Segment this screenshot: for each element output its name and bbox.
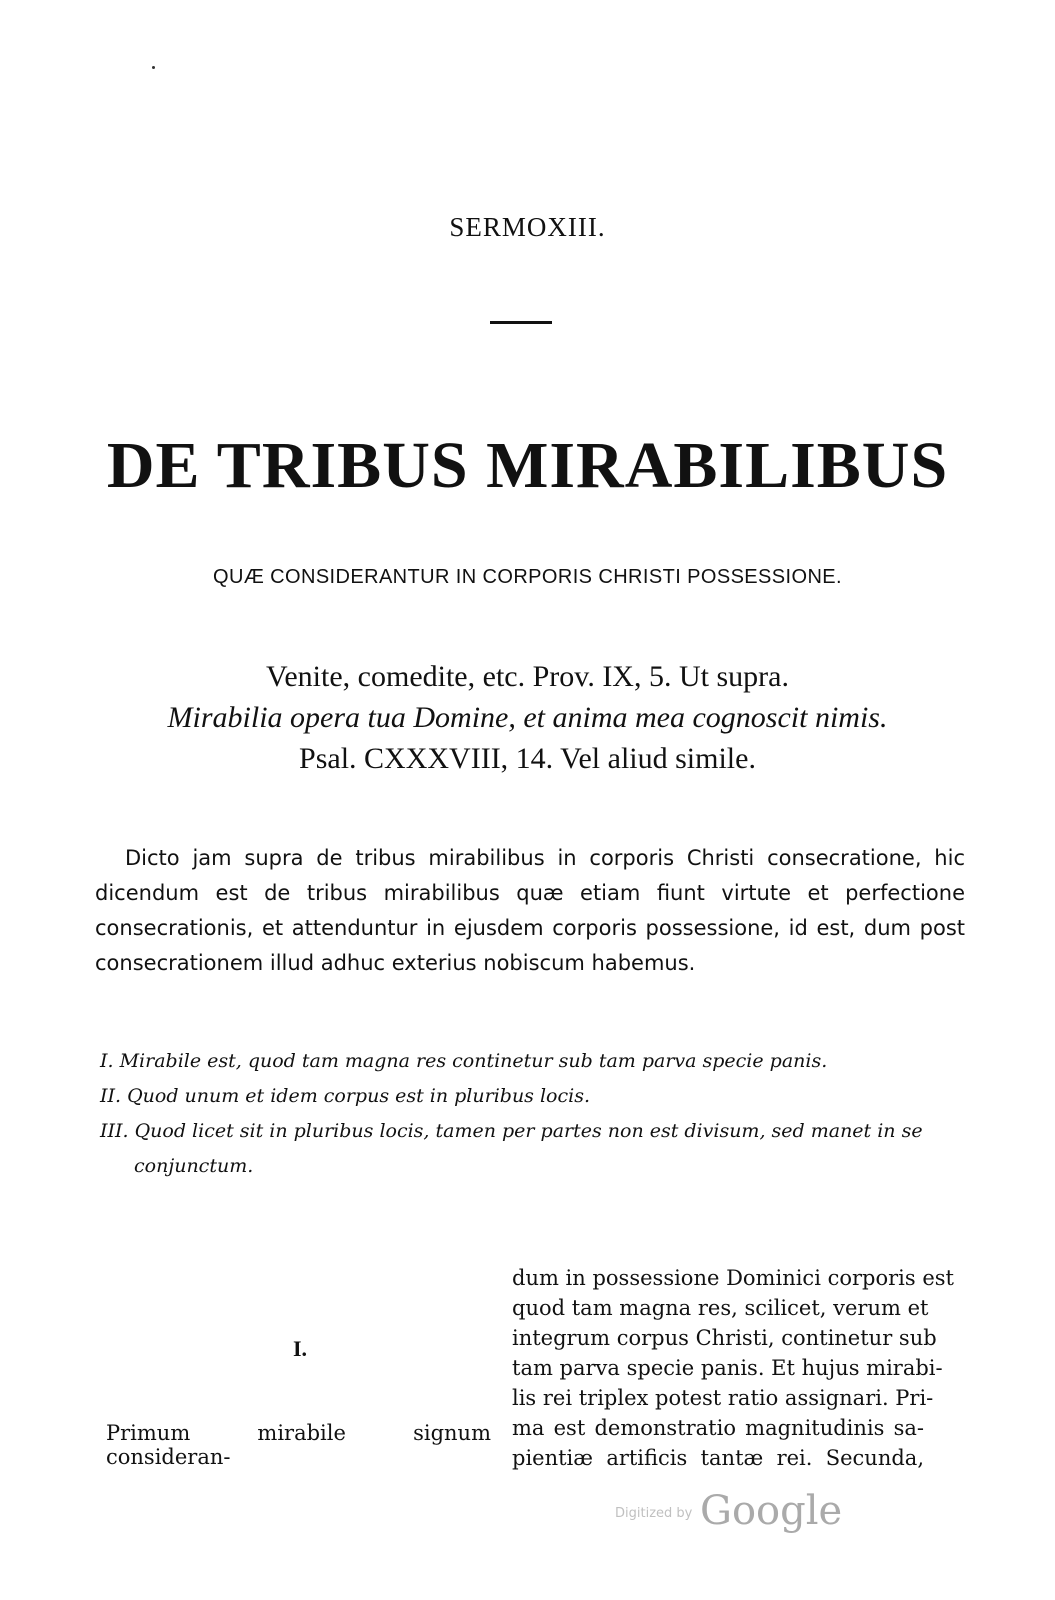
- right-column: [512, 1263, 954, 1473]
- speck-mark: [152, 66, 155, 69]
- epigraph-line-2: Mirabilia opera tua Domine, et anima mea cognoscit nimis.: [167, 701, 888, 734]
- epigraph-line-3: Psal. CXXXVIII, 14. Vel aliud simile.: [299, 742, 756, 775]
- page-title: DE TRIBUS MIRABILIBUS: [106, 429, 949, 502]
- intro-paragraph: [95, 841, 965, 981]
- divider-rule: [490, 321, 552, 324]
- sermo-heading: SERMOXIII.: [449, 212, 606, 242]
- right-column-line: ma est demonstratio magnitudinis sa-: [512, 1416, 924, 1440]
- google-watermark: Google: [700, 1488, 843, 1534]
- page-subtitle: QUÆ CONSIDERANTUR IN CORPORIS CHRISTI POSSESSIONE.: [213, 566, 842, 588]
- left-column-text: Primum mirabile signum consideran-: [106, 1421, 491, 1469]
- intro-text: Dicto jam supra de tribus mirabilibus in corporis Christi consecratione, hic dicendum est de tribus mirabilibus quæ etiam fiunt virtute et perfectione consecrationis, et attenduntur in ejusdem corporis possessione, id est, dum post consecrationem illud adhuc exterius nobiscum habemus.: [95, 846, 965, 975]
- right-column-line: pientiæ artificis tantæ rei. Secunda,: [512, 1446, 924, 1470]
- section-number: I.: [292, 1336, 308, 1361]
- right-column-line: integrum corpus Christi, continetur sub: [512, 1326, 937, 1350]
- outline-item-3: III. Quod licet sit in pluribus locis, tamen per partes non est divisum, sed manet in se conjunctum.: [100, 1120, 923, 1177]
- right-column-line: tam parva specie panis. Et hujus mirabi-: [512, 1356, 943, 1380]
- right-column-line: quod tam magna res, scilicet, verum et: [512, 1296, 929, 1320]
- right-column-line: lis rei triplex potest ratio assignari. Pri-: [512, 1386, 934, 1410]
- epigraph-line-1: Venite, comedite, etc. Prov. IX, 5. Ut supra.: [266, 660, 789, 693]
- right-column-line: dum in possessione Dominici corporis est: [512, 1266, 954, 1290]
- outline-item-2: II. Quod unum et idem corpus est in pluribus locis.: [100, 1085, 590, 1107]
- outline-list: [100, 1044, 960, 1184]
- outline-item-1: I. Mirabile est, quod tam magna res continetur sub tam parva specie panis.: [100, 1050, 828, 1072]
- digitized-label: Digitized by: [615, 1506, 693, 1521]
